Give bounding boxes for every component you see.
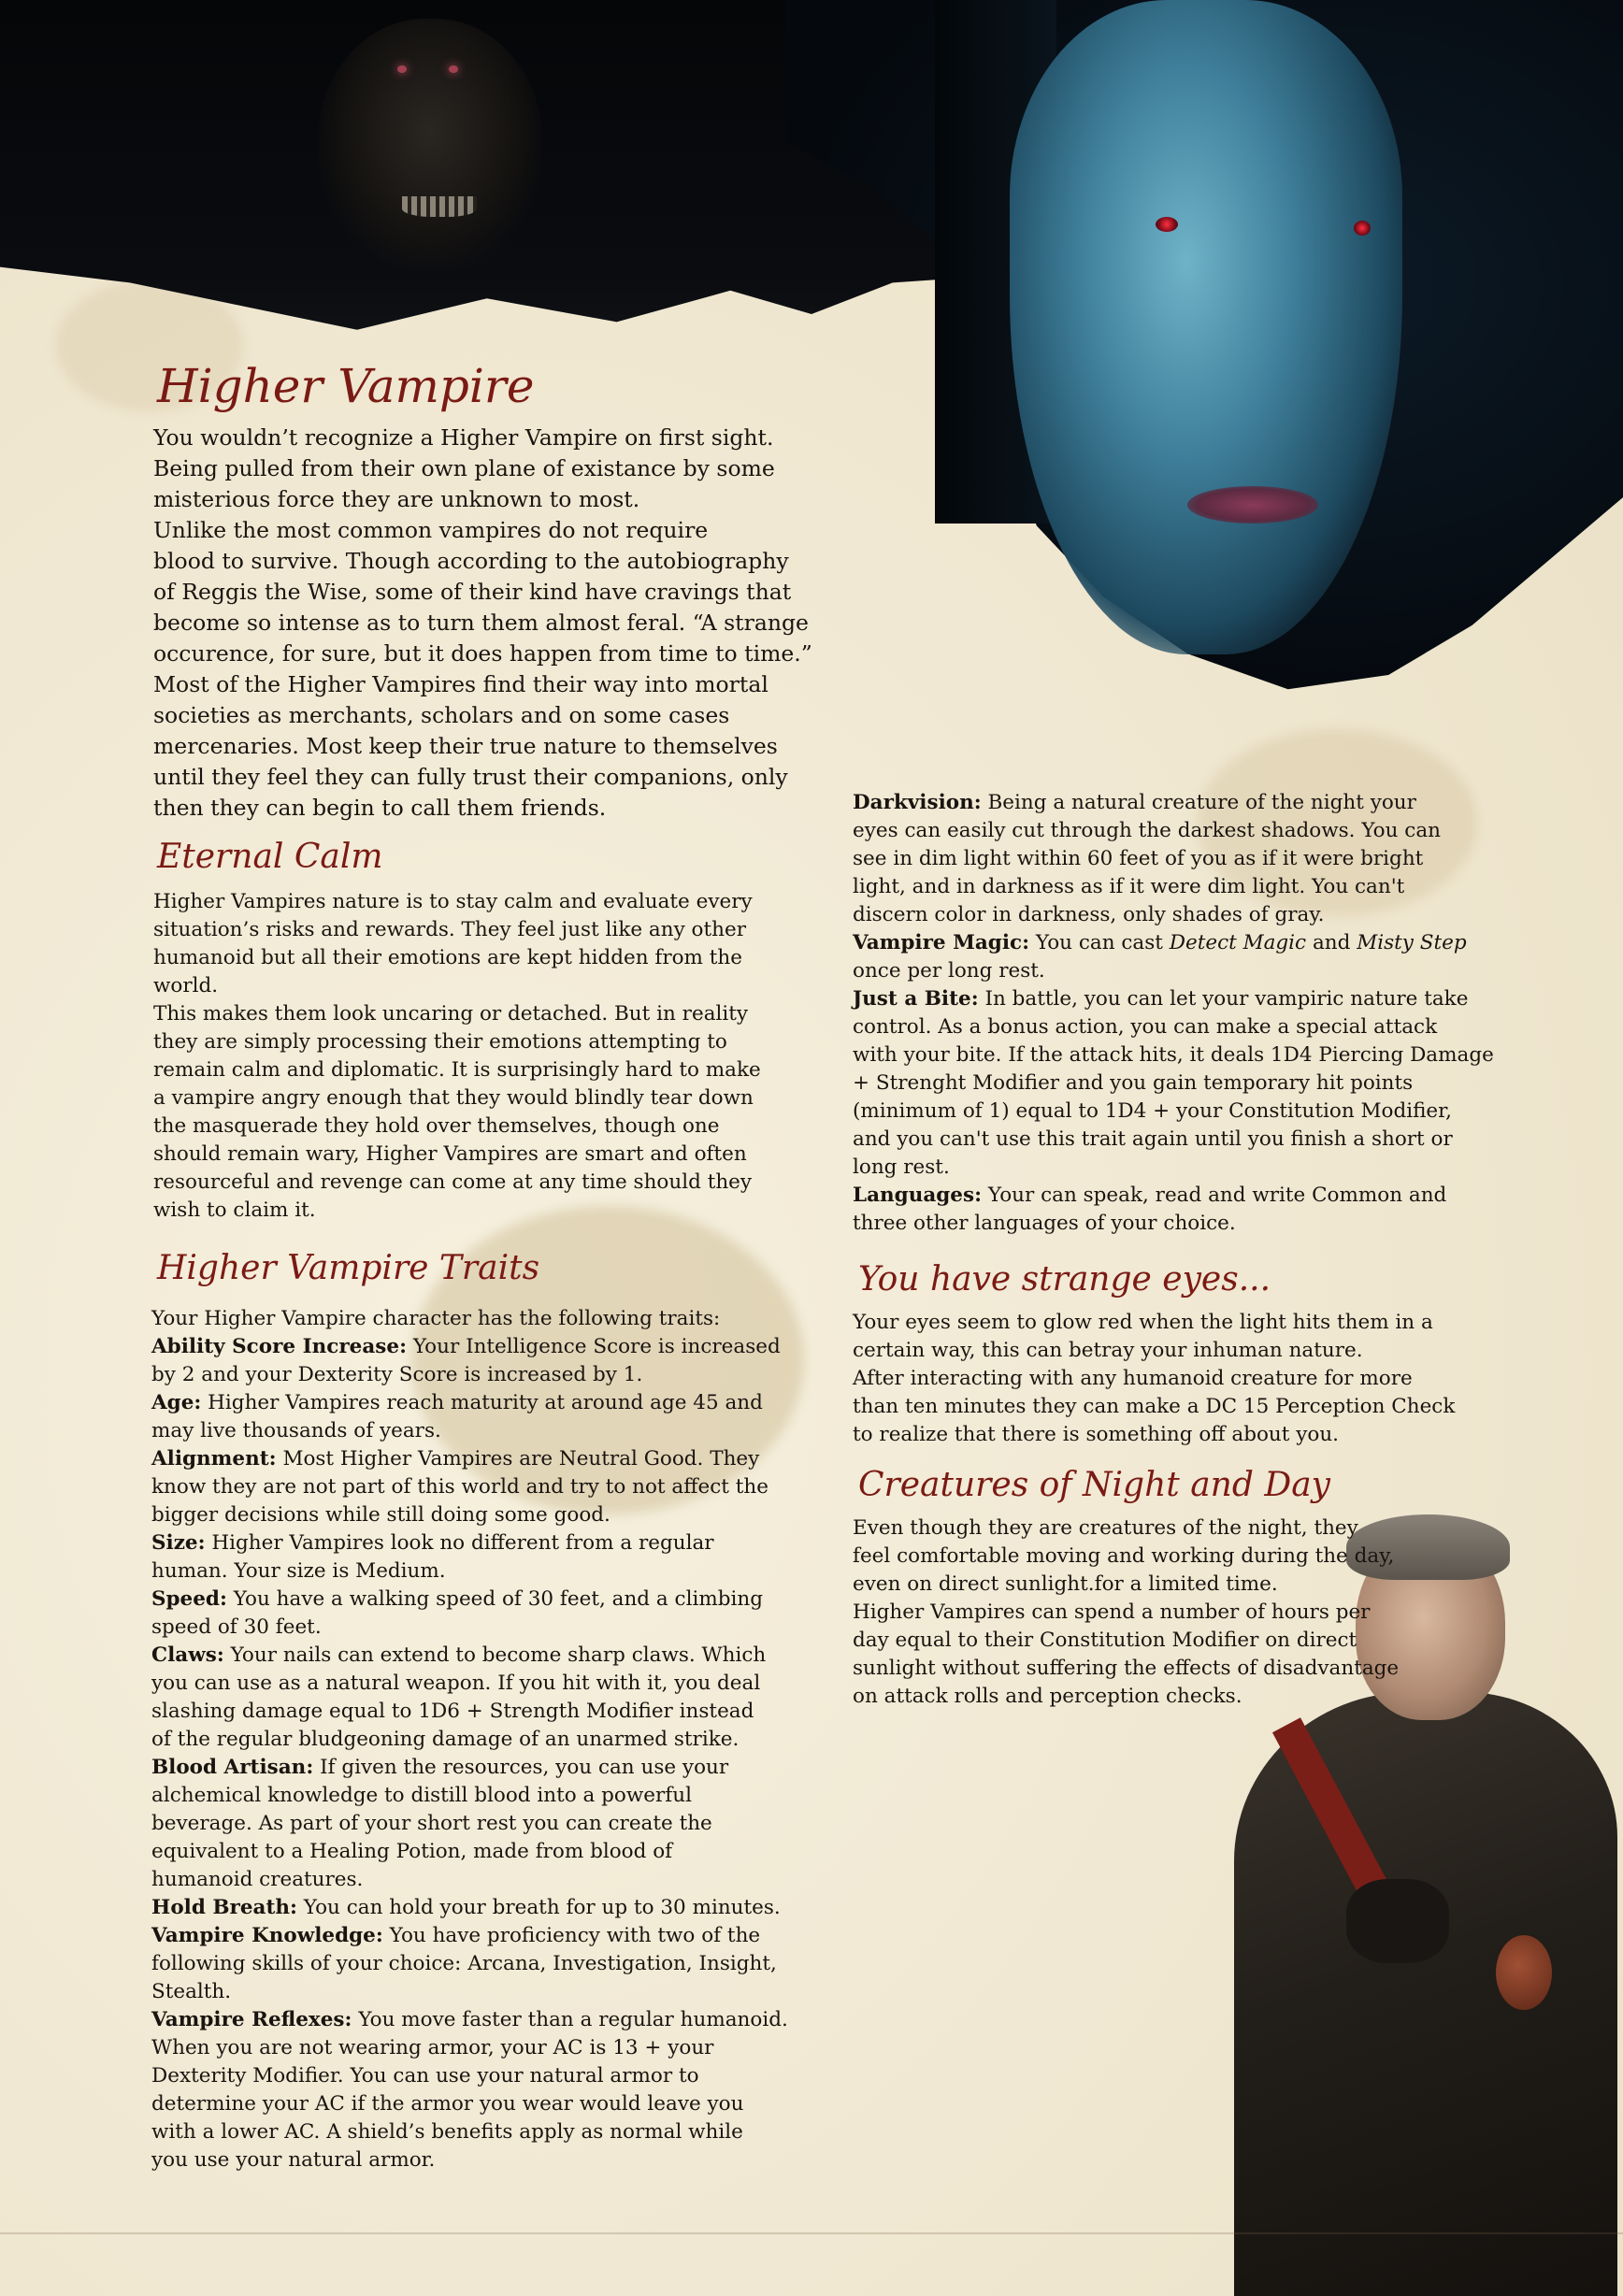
trait-text: following skills of your choice: Arcana, Investigation, Insight, bbox=[151, 1952, 777, 1975]
trait-line bbox=[151, 1389, 788, 1417]
figure-body bbox=[1234, 1692, 1617, 2296]
trait-text: Being a natural creature of the night your bbox=[981, 791, 1416, 814]
spell-name: Misty Step bbox=[1357, 931, 1467, 954]
trait-text: You can hold your breath for up to 30 minutes. bbox=[296, 1896, 781, 1919]
trait-name: Ability Score Increase: bbox=[151, 1335, 408, 1358]
section-heading-strange-eyes: You have strange eyes... bbox=[858, 1260, 1271, 1299]
vampire-eye bbox=[1354, 221, 1371, 236]
trait-line bbox=[151, 2146, 788, 2174]
section-heading-night-day: Creatures of Night and Day bbox=[858, 1466, 1331, 1504]
trait-text: Higher Vampires look no different from a regular bbox=[205, 1531, 714, 1555]
trait-line bbox=[151, 1557, 788, 1586]
trait-line bbox=[151, 1642, 788, 1670]
trait-line bbox=[853, 1126, 1494, 1154]
vampire-face bbox=[1010, 0, 1402, 654]
text-line: resourceful and revenge can come at any time should they bbox=[153, 1170, 753, 1194]
vampire-eye bbox=[1156, 217, 1178, 232]
page-title: Higher Vampire bbox=[157, 359, 535, 413]
trait-line bbox=[151, 1922, 788, 1950]
text-line: to realize that there is something off about you. bbox=[853, 1423, 1340, 1446]
trait-line bbox=[151, 1866, 788, 1894]
trait-text: Your can speak, read and write Common and bbox=[982, 1184, 1447, 1207]
ghoul-eye bbox=[397, 65, 407, 73]
text-line: even on direct sunlight.for a limited time. bbox=[853, 1572, 1278, 1596]
trait-text: three other languages of your choice. bbox=[853, 1212, 1236, 1235]
trait-text: control. As a bonus action, you can make a special attack bbox=[853, 1015, 1438, 1039]
text-line: than ten minutes they can make a DC 15 Perception Check bbox=[853, 1395, 1456, 1418]
text-line: on attack rolls and perception checks. bbox=[853, 1685, 1242, 1708]
trait-name: Darkvision: bbox=[853, 791, 982, 814]
trait-line bbox=[853, 1041, 1494, 1069]
trait-text: once per long rest. bbox=[853, 959, 1045, 983]
trait-name: Alignment: bbox=[151, 1447, 277, 1471]
trait-text: long rest. bbox=[853, 1155, 950, 1179]
text-line: mercenaries. Most keep their true nature to themselves bbox=[153, 733, 778, 759]
trait-text: slashing damage equal to 1D6 + Strength Modifier instead bbox=[151, 1700, 754, 1723]
trait-line bbox=[151, 1950, 788, 1978]
trait-text: You can cast bbox=[1029, 931, 1170, 954]
trait-name: Blood Artisan: bbox=[151, 1756, 314, 1779]
night-day-text bbox=[853, 1514, 1399, 1711]
text-line: world. bbox=[153, 974, 219, 997]
text-line: wish to claim it. bbox=[153, 1198, 316, 1222]
ghoul-illustration bbox=[318, 19, 542, 271]
trait-line bbox=[151, 1586, 788, 1614]
trait-line bbox=[853, 929, 1494, 957]
text-line: the masquerade they hold over themselves, though one bbox=[153, 1114, 720, 1138]
spell-name: Detect Magic bbox=[1169, 931, 1307, 954]
text-line: After interacting with any humanoid creature for more bbox=[853, 1367, 1413, 1390]
text-line: should remain wary, Higher Vampires are smart and often bbox=[153, 1142, 747, 1166]
trait-line bbox=[151, 1529, 788, 1557]
text-line: humanoid but all their emotions are kept hidden from the bbox=[153, 946, 742, 969]
trait-line bbox=[151, 1445, 788, 1473]
text-line: then they can begin to call them friends. bbox=[153, 795, 607, 821]
text-line: Higher Vampires nature is to stay calm and evaluate every bbox=[153, 890, 753, 913]
trait-line bbox=[151, 1501, 788, 1529]
trait-line bbox=[151, 1726, 788, 1754]
trait-line bbox=[151, 1754, 788, 1782]
trait-text: If given the resources, you can use your bbox=[313, 1756, 729, 1779]
trait-text: You move faster than a regular humanoid. bbox=[352, 2008, 788, 2031]
trait-line bbox=[853, 817, 1494, 845]
trait-text: In battle, you can let your vampiric nature take bbox=[978, 987, 1469, 1011]
trait-line bbox=[853, 1098, 1494, 1126]
trait-text: you use your natural armor. bbox=[151, 2148, 436, 2172]
trait-line bbox=[151, 1473, 788, 1501]
text-line: situation’s risks and rewards. They feel just like any other bbox=[153, 918, 746, 941]
trait-text: When you are not wearing armor, your AC is 13 + your bbox=[151, 2036, 714, 2059]
text-line: become so intense as to turn them almost feral. “A strange bbox=[153, 610, 809, 636]
trait-text: Your nails can extend to become sharp claws. Which bbox=[223, 1643, 767, 1667]
eternal-calm-text bbox=[153, 888, 761, 1225]
section-heading-eternal-calm: Eternal Calm bbox=[157, 838, 383, 876]
text-line: Even though they are creatures of the night, they bbox=[853, 1516, 1358, 1540]
trait-text: humanoid creatures. bbox=[151, 1868, 364, 1891]
trait-text: may live thousands of years. bbox=[151, 1419, 441, 1442]
figure-hand bbox=[1346, 1879, 1449, 1963]
text-line: This makes them look uncaring or detached. But in reality bbox=[153, 1002, 749, 1026]
trait-line bbox=[853, 873, 1494, 901]
trait-text: see in dim light within 60 feet of you as if it were bright bbox=[853, 847, 1424, 870]
text-line: until they feel they can fully trust their companions, only bbox=[153, 764, 788, 790]
trait-text: by 2 and your Dexterity Score is increased by 1. bbox=[151, 1363, 643, 1386]
text-line: misterious force they are unknown to most. bbox=[153, 486, 640, 512]
trait-line bbox=[853, 1154, 1494, 1182]
text-line: remain calm and diplomatic. It is surprisingly hard to make bbox=[153, 1058, 761, 1082]
trait-text: of the regular bludgeoning damage of an unarmed strike. bbox=[151, 1728, 740, 1751]
section-heading-traits: Higher Vampire Traits bbox=[157, 1249, 540, 1287]
text-line: a vampire angry enough that they would blindly tear down bbox=[153, 1086, 754, 1110]
ghoul-eye bbox=[449, 65, 458, 73]
trait-text: know they are not part of this world and try to not affect the bbox=[151, 1475, 768, 1499]
trait-text: discern color in darkness, only shades of gray. bbox=[853, 903, 1325, 926]
trait-text: alchemical knowledge to distill blood into a powerful bbox=[151, 1784, 692, 1807]
trait-line bbox=[151, 2090, 788, 2118]
trait-name: Size: bbox=[151, 1531, 206, 1555]
trait-line bbox=[151, 1417, 788, 1445]
trait-text: You have a walking speed of 30 feet, and a climbing bbox=[226, 1587, 763, 1611]
trait-name: Age: bbox=[151, 1391, 202, 1414]
trait-text: Most Higher Vampires are Neutral Good. They bbox=[276, 1447, 760, 1471]
trait-line bbox=[853, 985, 1494, 1013]
trait-name: Just a Bite: bbox=[853, 987, 979, 1011]
text-line: You wouldn’t recognize a Higher Vampire on first sight. bbox=[153, 424, 774, 451]
trait-text: eyes can easily cut through the darkest shadows. You can bbox=[853, 819, 1442, 842]
trait-name: Claws: bbox=[151, 1643, 224, 1667]
trait-text: beverage. As part of your short rest you can create the bbox=[151, 1812, 712, 1835]
trait-name: Languages: bbox=[853, 1184, 983, 1207]
strange-eyes-text bbox=[853, 1309, 1455, 1449]
trait-line bbox=[151, 2006, 788, 2034]
trait-line bbox=[853, 789, 1494, 817]
trait-text: Your Intelligence Score is increased bbox=[407, 1335, 781, 1358]
ghoul-teeth bbox=[402, 196, 477, 217]
right-traits-text bbox=[853, 789, 1494, 1238]
trait-name: Vampire Reflexes: bbox=[151, 2008, 352, 2031]
text-line: day equal to their Constitution Modifier on direct bbox=[853, 1629, 1357, 1652]
trait-line bbox=[151, 2118, 788, 2146]
text-line: sunlight without suffering the effects of disadvantage bbox=[853, 1657, 1400, 1680]
text-line: Most of the Higher Vampires find their way into mortal bbox=[153, 671, 768, 697]
trait-line bbox=[853, 901, 1494, 929]
trait-text: and you can't use this trait again until you finish a short or bbox=[853, 1127, 1453, 1151]
trait-text: + Strenght Modifier and you gain temporary hit points bbox=[853, 1071, 1414, 1095]
trait-text: determine your AC if the armor you wear would leave you bbox=[151, 2092, 744, 2116]
trait-text: you can use as a natural weapon. If you hit with it, you deal bbox=[151, 1672, 761, 1695]
text-line: of Reggis the Wise, some of their kind have cravings that bbox=[153, 579, 792, 605]
trait-text: equivalent to a Healing Potion, made from blood of bbox=[151, 1840, 673, 1863]
text-line: Being pulled from their own plane of existance by some bbox=[153, 455, 775, 481]
trait-line bbox=[853, 1013, 1494, 1041]
vampire-mouth bbox=[1187, 486, 1318, 524]
trait-text: Stealth. bbox=[151, 1980, 232, 2003]
text-line: occurence, for sure, but it does happen from time to time.” bbox=[153, 640, 812, 667]
trait-text: with a lower AC. A shield’s benefits apply as normal while bbox=[151, 2120, 743, 2144]
trait-line bbox=[853, 1182, 1494, 1210]
trait-text: human. Your size is Medium. bbox=[151, 1559, 446, 1583]
trait-text: You have proficiency with two of the bbox=[382, 1924, 761, 1947]
text-line: certain way, this can betray your inhuman nature. bbox=[853, 1339, 1363, 1362]
text-line: Higher Vampires can spend a number of hours per bbox=[853, 1600, 1371, 1624]
trait-line bbox=[853, 845, 1494, 873]
trait-text: bigger decisions while still doing some good. bbox=[151, 1503, 610, 1527]
intro-text bbox=[153, 423, 812, 824]
trait-line bbox=[151, 1838, 788, 1866]
trait-line bbox=[853, 1210, 1494, 1238]
traits-text bbox=[151, 1305, 788, 2174]
text-line: they are simply processing their emotions attempting to bbox=[153, 1030, 727, 1054]
trait-name: Speed: bbox=[151, 1587, 227, 1611]
trait-text: speed of 30 feet. bbox=[151, 1615, 322, 1639]
trait-line bbox=[151, 1894, 788, 1922]
trait-line bbox=[151, 1333, 788, 1361]
trait-text: Your Higher Vampire character has the following traits: bbox=[151, 1307, 721, 1330]
text-line: feel comfortable moving and working during the day, bbox=[853, 1544, 1395, 1568]
trait-line bbox=[853, 1069, 1494, 1098]
text-line: societies as merchants, scholars and on some cases bbox=[153, 702, 730, 728]
trait-name: Hold Breath: bbox=[151, 1896, 297, 1919]
trait-line bbox=[151, 1614, 788, 1642]
trait-name: Vampire Magic: bbox=[853, 931, 1030, 954]
trait-line bbox=[151, 1698, 788, 1726]
trait-line bbox=[151, 1782, 788, 1810]
trait-line bbox=[151, 1361, 788, 1389]
text-line: Unlike the most common vampires do not require bbox=[153, 517, 709, 543]
trait-text: (minimum of 1) equal to 1D4 + your Constitution Modifier, bbox=[853, 1099, 1452, 1123]
trait-text: light, and in darkness as if it were dim light. You can't bbox=[853, 875, 1405, 898]
figure-pouch bbox=[1496, 1935, 1552, 2010]
trait-line bbox=[151, 1978, 788, 2006]
trait-line bbox=[151, 2034, 788, 2062]
trait-text: and bbox=[1306, 931, 1357, 954]
footer-rule bbox=[0, 2232, 1623, 2234]
trait-line bbox=[151, 1810, 788, 1838]
trait-line bbox=[151, 2062, 788, 2090]
text-line: blood to survive. Though according to the autobiography bbox=[153, 548, 789, 574]
trait-text: Higher Vampires reach maturity at around age 45 and bbox=[201, 1391, 763, 1414]
text-line: Your eyes seem to glow red when the light hits them in a bbox=[853, 1311, 1433, 1334]
trait-text: with your bite. If the attack hits, it deals 1D4 Piercing Damage bbox=[853, 1043, 1494, 1067]
trait-name: Vampire Knowledge: bbox=[151, 1924, 383, 1947]
trait-line bbox=[853, 957, 1494, 985]
trait-line bbox=[151, 1670, 788, 1698]
trait-text: Dexterity Modifier. You can use your natural armor to bbox=[151, 2064, 699, 2088]
trait-line bbox=[151, 1305, 788, 1333]
